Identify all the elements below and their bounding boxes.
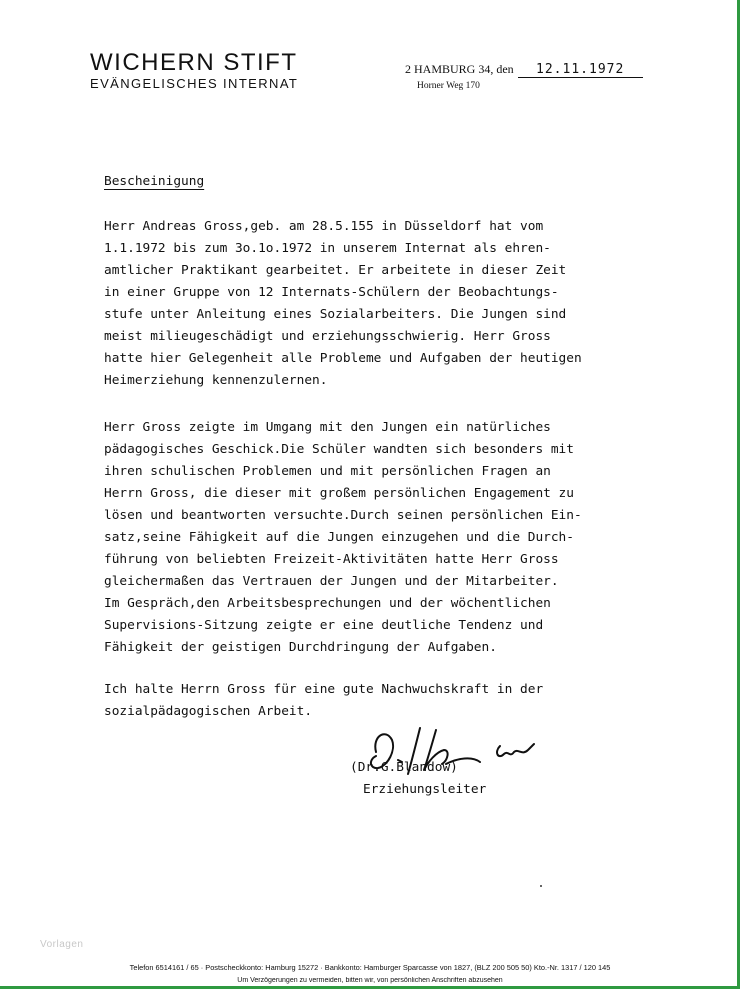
text-line: hatte hier Gelegenheit alle Probleme und Aufgaben der heutigen bbox=[104, 351, 582, 366]
place-label: 2 HAMBURG 34, den bbox=[405, 62, 514, 76]
text-line: Heimerziehung kennenzulernen. bbox=[104, 373, 328, 388]
scan-speck bbox=[540, 885, 542, 887]
paragraph-1 bbox=[104, 216, 582, 392]
text-line: Herr Gross zeigte im Umgang mit den Jungen ein natürliches bbox=[104, 420, 551, 435]
signatory-name: (Dr.G.Blandow) bbox=[350, 760, 458, 775]
letterhead bbox=[90, 50, 298, 92]
text-line: 1.1.1972 bis zum 3o.1o.1972 in unserem Internat als ehren- bbox=[104, 241, 551, 256]
footer-notice-line: Um Verzögerungen zu vermeiden, bitten wir, von persönlichen Anschriften abzusehen bbox=[237, 977, 503, 984]
text-line: ihren schulischen Problemen und mit persönlichen Fragen an bbox=[104, 464, 551, 479]
text-line: meist milieugeschädigt und erziehungsschwierig. Herr Gross bbox=[104, 329, 551, 344]
footer-contact-line: Telefon 6514161 / 65 · Postscheckkonto: Hamburg 15272 · Bankkonto: Hamburger Sparcasse von 1827, (BLZ 200 505 50) Kto.-Nr. 1317 / 120 145 bbox=[129, 963, 611, 972]
text-line: satz,seine Fähigkeit auf die Jungen einzugehen und die Durch- bbox=[104, 530, 574, 545]
text-line: gleichermaßen das Vertrauen der Jungen und der Mitarbeiter. bbox=[104, 574, 559, 589]
text-line: Herr Andreas Gross,geb. am 28.5.155 in Düsseldorf hat vom bbox=[104, 219, 544, 234]
text-line: Im Gespräch,den Arbeitsbesprechungen und der wöchentlichen bbox=[104, 596, 551, 611]
organization-subtitle: EVÄNGELISCHES INTERNAT bbox=[90, 76, 299, 91]
letter-date: 12.11.1972 bbox=[518, 62, 643, 78]
street-address: Horner Weg 170 bbox=[417, 81, 480, 91]
text-line: sozialpädagogischen Arbeit. bbox=[104, 704, 313, 719]
text-line: lösen und beantworten versuchte.Durch seinen persönlichen Ein- bbox=[104, 508, 582, 523]
text-line: amtlicher Praktikant gearbeitet. Er arbeitete in dieser Zeit bbox=[104, 263, 567, 278]
text-line: Supervisions-Sitzung zeigte er eine deutliche Tendenz und bbox=[104, 618, 544, 633]
place-date-line bbox=[405, 62, 643, 78]
text-line: Ich halte Herrn Gross für eine gute Nachwuchskraft in der bbox=[104, 682, 544, 697]
signatory-role: Erziehungsleiter bbox=[363, 782, 487, 797]
text-line: stufe unter Anleitung eines Sozialarbeiters. Die Jungen sind bbox=[104, 307, 567, 322]
organization-name: WICHERN STIFT bbox=[90, 49, 298, 76]
document-title: Bescheinigung bbox=[104, 174, 205, 189]
text-line: pädagogisches Geschick.Die Schüler wandten sich besonders mit bbox=[104, 442, 574, 457]
text-line: führung von beliebten Freizeit-Aktivitäten hatte Herr Gross bbox=[104, 552, 559, 567]
paragraph-3 bbox=[104, 679, 543, 723]
watermark: Vorlagen bbox=[40, 939, 84, 950]
text-line: Herrn Gross, die dieser mit großem persönlichen Engagement zu bbox=[104, 486, 574, 501]
text-line: in einer Gruppe von 12 Internats-Schülern der Beobachtungs- bbox=[104, 285, 559, 300]
text-line: Fähigkeit der geistigen Durchdringung der Aufgaben. bbox=[104, 640, 497, 655]
paragraph-2 bbox=[104, 417, 582, 659]
